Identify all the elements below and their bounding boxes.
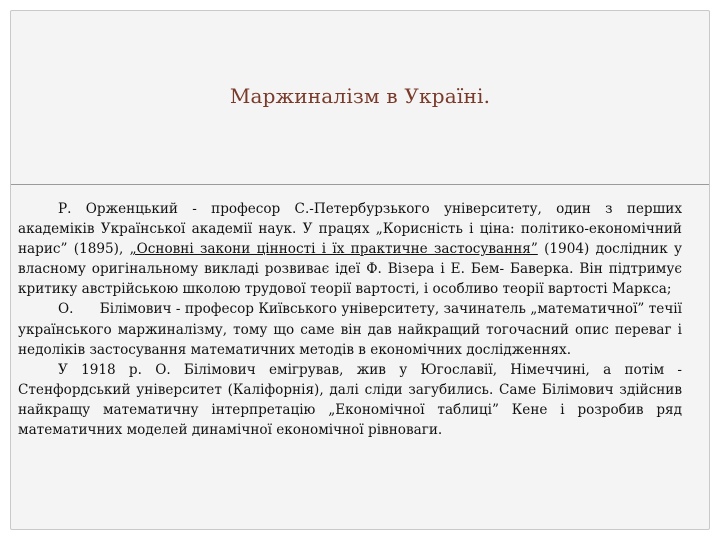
paragraph-orzhentsky-text-a: Р. Орженцький - професор С.-Петербурзького університету, один з перших академіків Української академії наук. У працях „Корисність і ціна: політико-економічний нарис” (1895), <box>18 201 682 258</box>
paragraph-bilimovych <box>18 299 687 359</box>
title-placeholder <box>11 11 709 185</box>
paragraph-emigration-text: У 1918 р. О. Білімович емігрував, жив у Югославії, Німеччині, а потім - Стенфордський університет (Каліфорнія), далі сліди загубились. Саме Білімович здійснив найкращу математичну інтерпретацію „Економічної таблиці” Кене і розробив ряд математичних моделей динамічної економічної рівноваги. <box>18 361 682 439</box>
slide-title: Маржиналізм в Україні. <box>229 84 491 108</box>
paragraph-orzhentsky-text-b: (1904) дослідник у власному оригінальному викладі розвиває ідеї Ф. Візера і Е. Бем- Баверка. Він підтримує критику австрійською школою трудової теорії вартості, і особливо теорії вартості Маркса; <box>18 241 682 298</box>
paragraph-bilimovych-text: О. Білімович - професор Київського університету, зачинатель „математичної” течії українського маржиналізму, тому що саме він дав найкращий тогочасний опис переваг і недоліків застосування математичних методів в економічних дослідженнях. <box>18 301 687 358</box>
paragraph-orzhentsky-underlined-title: „Основні закони цінності і їх практичне застосування” <box>129 241 538 258</box>
paragraph-emigration <box>18 360 682 440</box>
paragraph-orzhentsky <box>18 199 682 299</box>
slide-body <box>18 199 687 440</box>
